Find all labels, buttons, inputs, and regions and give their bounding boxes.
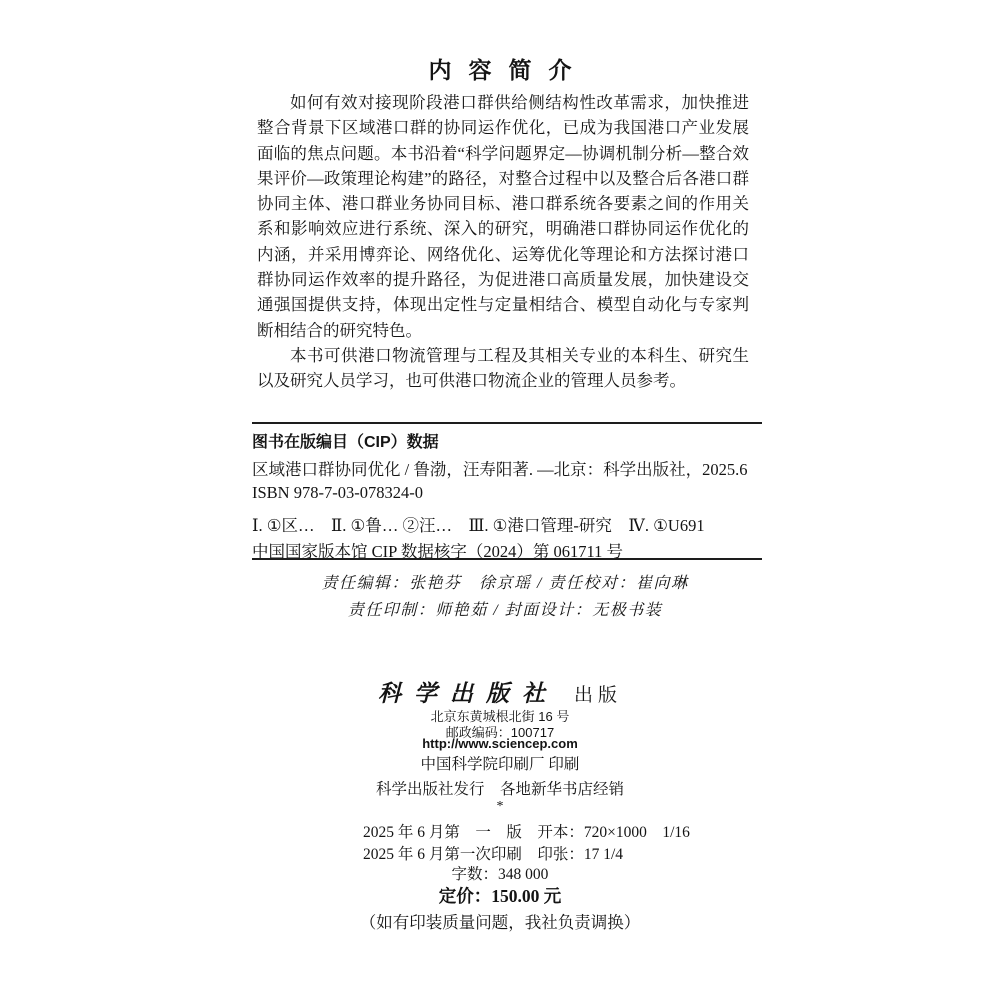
cip-record-number: 中国国家版本馆 CIP 数据核字（2024）第 061711 号 bbox=[252, 542, 623, 561]
distribution-line: 科学出版社发行 各地新华书店经销 bbox=[375, 781, 624, 798]
exchange-note: （如有印装质量问题，我社负责调换） bbox=[359, 913, 641, 932]
credits-line-print-design: 责任印制：师艳茹 / 封面设计：无极书装 bbox=[347, 602, 663, 619]
printer-line: 中国科学院印刷厂 印刷 bbox=[420, 756, 580, 773]
credits-line-editors: 责任编辑：张艳芬 徐京瑶 / 责任校对：崔向琳 bbox=[321, 575, 689, 592]
price-line: 定价：150.00 元 bbox=[438, 886, 562, 906]
cip-heading: 图书在版编目（CIP）数据 bbox=[252, 434, 439, 451]
postal-code: 邮政编码：100717 bbox=[445, 725, 555, 740]
isbn-number: ISBN 978-7-03-078324-0 bbox=[252, 483, 423, 502]
content-introduction bbox=[257, 90, 749, 394]
cip-divider-top bbox=[252, 422, 762, 424]
cip-divider-bottom bbox=[252, 558, 762, 560]
cip-classification: Ⅰ. ①区… Ⅱ. ①鲁… ②汪… Ⅲ. ①港口管理-研究 Ⅳ. ①U691 bbox=[252, 516, 705, 535]
cip-catalog-line: 区域港口群协同优化 / 鲁渤，汪寿阳著. —北京：科学出版社，2025.6 bbox=[252, 460, 748, 479]
page-title: 内容简介 bbox=[428, 58, 589, 83]
website-url: http://www.sciencep.com bbox=[422, 736, 578, 751]
section-divider-asterisk: * bbox=[496, 799, 504, 814]
publisher-suffix-label: 出版 bbox=[573, 685, 622, 706]
edition-format-line: 2025 年 6 月第 一 版 开本：720×1000 1/16 bbox=[363, 824, 690, 841]
intro-paragraph-2: 本书可供港口物流管理与工程及其相关专业的本科生、研究生以及研究人员学习，也可供港口物流企业的管理人员参考。 bbox=[257, 345, 749, 391]
publisher-line bbox=[0, 675, 1000, 708]
publisher-logo: 科学出版社 bbox=[377, 681, 558, 706]
printing-sheets-line: 2025 年 6 月第一次印刷 印张：17 1/4 bbox=[363, 846, 624, 863]
publisher-address: 北京东黄城根北街 16 号 bbox=[430, 709, 570, 724]
word-count: 字数：348 000 bbox=[451, 866, 549, 883]
intro-paragraph-1: 如何有效对接现阶段港口群供给侧结构性改革需求，加快推进整合背景下区域港口群的协同运作优化，已成为我国港口产业发展面临的焦点问题。本书沿着“科学问题界定—协调机制分析—整合效果评价—政策理论构建”的路径，对整合过程中以及整合后各港口群协同主体、港口群业务协同目标、港口群系统各要素之间的作用关系和影响效应进行系统、深入的研究，明确港口群协同运作优化的内涵，并采用博弈论、网络优化、运筹优化等理论和方法探讨港口群协同运作效率的提升路径，为促进港口高质量发展，加快建设交通强国提供支持，体现出定性与定量相结合、模型自动化与专家判断相结合的研究特色。 bbox=[257, 93, 749, 340]
